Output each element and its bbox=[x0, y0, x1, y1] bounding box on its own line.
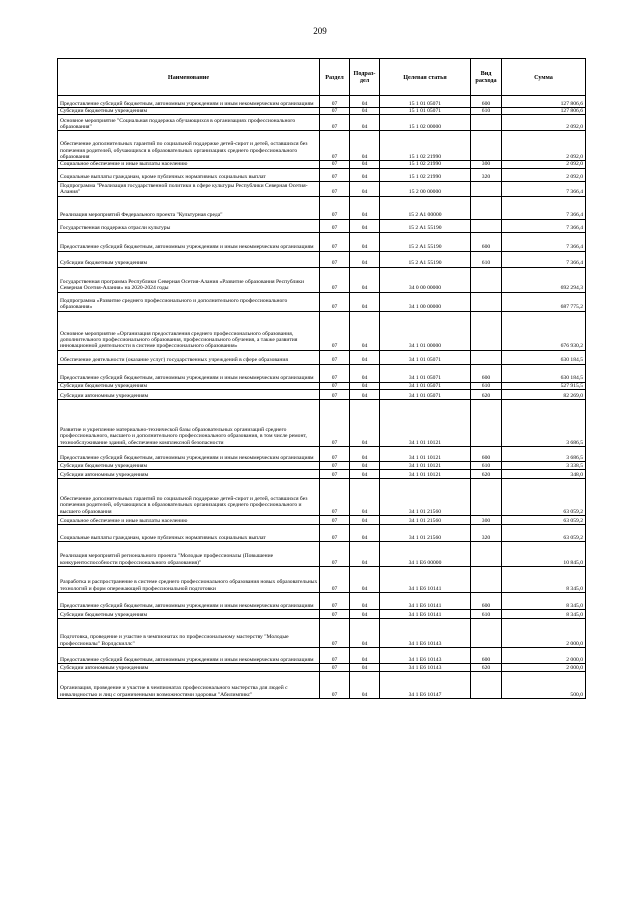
cell-amount: 2 092,0 bbox=[502, 168, 586, 181]
table-row bbox=[58, 390, 586, 400]
header-amount: Сумма bbox=[502, 59, 586, 96]
cell-expense-type: 300 bbox=[471, 516, 502, 525]
cell-target: 34 1 01 21560 bbox=[380, 525, 471, 542]
table-row bbox=[58, 447, 586, 462]
cell-amount: 348,0 bbox=[502, 470, 586, 479]
cell-section: 07 bbox=[320, 400, 350, 447]
cell-section: 07 bbox=[320, 672, 350, 699]
cell-section: 07 bbox=[320, 251, 350, 267]
cell-amount: 8 345,0 bbox=[502, 567, 586, 593]
cell-subsection: 04 bbox=[350, 181, 380, 196]
table-row bbox=[58, 181, 586, 196]
cell-subsection: 04 bbox=[350, 525, 380, 542]
table-row bbox=[58, 542, 586, 567]
cell-expense-type: 600 bbox=[471, 232, 502, 251]
cell-amount: 687 775,2 bbox=[502, 292, 586, 311]
cell-section: 07 bbox=[320, 664, 350, 672]
cell-section: 07 bbox=[320, 619, 350, 648]
table-row bbox=[58, 131, 586, 161]
cell-subsection: 04 bbox=[350, 672, 380, 699]
cell-target: 34 1 01 21560 bbox=[380, 516, 471, 525]
cell-amount: 630 184,5 bbox=[502, 364, 586, 382]
cell-target: 15 2 A1 55190 bbox=[380, 251, 471, 267]
cell-target: 15 1 02 21990 bbox=[380, 161, 471, 168]
cell-expense-type bbox=[471, 672, 502, 699]
cell-subsection: 04 bbox=[350, 311, 380, 350]
cell-name: Основное мероприятие "Социальная поддержка обучающихся в организациях профессионального образования" bbox=[58, 115, 320, 131]
cell-expense-type: 600 bbox=[471, 96, 502, 108]
cell-amount: 2 092,0 bbox=[502, 131, 586, 161]
cell-name: Предоставление субсидий бюджетным, автономным учреждениям и иным некоммерческим организациям bbox=[58, 447, 320, 462]
cell-amount: 63 059,2 bbox=[502, 525, 586, 542]
cell-expense-type bbox=[471, 619, 502, 648]
cell-name: Государственная программа Республики Северная Осетия-Алания «Развитие образования Республики Северная Осетия-Алания» на 2020-2024 годы bbox=[58, 267, 320, 292]
cell-name: Субсидии автономным учреждениям bbox=[58, 664, 320, 672]
cell-name: Субсидии бюджетным учреждениям bbox=[58, 462, 320, 470]
cell-section: 07 bbox=[320, 292, 350, 311]
cell-expense-type bbox=[471, 567, 502, 593]
cell-section: 07 bbox=[320, 516, 350, 525]
cell-target: 34 1 E6 10141 bbox=[380, 567, 471, 593]
cell-subsection: 04 bbox=[350, 382, 380, 389]
cell-section: 07 bbox=[320, 232, 350, 251]
cell-subsection: 04 bbox=[350, 350, 380, 364]
cell-section: 07 bbox=[320, 161, 350, 168]
cell-target: 34 1 E6 00000 bbox=[380, 542, 471, 567]
cell-amount: 630 184,5 bbox=[502, 350, 586, 364]
cell-expense-type bbox=[471, 400, 502, 447]
cell-section: 07 bbox=[320, 390, 350, 400]
cell-subsection: 04 bbox=[350, 648, 380, 664]
cell-subsection: 04 bbox=[350, 131, 380, 161]
cell-target: 34 1 01 10121 bbox=[380, 470, 471, 479]
cell-section: 07 bbox=[320, 311, 350, 350]
page-number: 209 bbox=[313, 26, 327, 36]
cell-section: 07 bbox=[320, 131, 350, 161]
cell-name: Подготовка, проведение и участие в чемпионатах по профессиональному мастерству "Молодые профессионалы" Ворлдскиллс" bbox=[58, 619, 320, 648]
cell-amount: 2 000,0 bbox=[502, 648, 586, 664]
cell-name: Реализация мероприятий регионального проекта "Молодые профессионалы (Повышение конкурентоспособности профессионального образования)" bbox=[58, 542, 320, 567]
cell-expense-type: 320 bbox=[471, 525, 502, 542]
cell-subsection: 04 bbox=[350, 516, 380, 525]
table-row bbox=[58, 462, 586, 470]
cell-subsection: 04 bbox=[350, 364, 380, 382]
cell-amount: 8 345,0 bbox=[502, 610, 586, 619]
cell-section: 07 bbox=[320, 567, 350, 593]
cell-expense-type: 620 bbox=[471, 664, 502, 672]
cell-name: Субсидии автономным учреждениям bbox=[58, 390, 320, 400]
cell-subsection: 04 bbox=[350, 619, 380, 648]
cell-name: Организация, проведение и участие в чемпионатах профессионального мастерства для людей с инвалидностью и лиц с ограниченными возможностями здоровья "Абилимпикс" bbox=[58, 672, 320, 699]
cell-section: 07 bbox=[320, 115, 350, 131]
table-row bbox=[58, 364, 586, 382]
table-row bbox=[58, 292, 586, 311]
cell-amount: 10 845,0 bbox=[502, 542, 586, 567]
table-row bbox=[58, 196, 586, 219]
cell-amount: 7 366,4 bbox=[502, 232, 586, 251]
cell-expense-type bbox=[471, 292, 502, 311]
cell-target: 34 0 00 00000 bbox=[380, 267, 471, 292]
cell-name: Разработка и распространение в системе среднего профессионального образования новых образовательных технологий и форм опережающей профессиональной подготовки bbox=[58, 567, 320, 593]
cell-subsection: 04 bbox=[350, 168, 380, 181]
cell-name: Предоставление субсидий бюджетным, автономным учреждениям и иным некоммерческим организациям bbox=[58, 364, 320, 382]
cell-section: 07 bbox=[320, 593, 350, 610]
cell-subsection: 04 bbox=[350, 400, 380, 447]
cell-subsection: 04 bbox=[350, 470, 380, 479]
cell-amount: 63 059,2 bbox=[502, 479, 586, 516]
cell-subsection: 04 bbox=[350, 390, 380, 400]
cell-target: 34 1 E6 10143 bbox=[380, 619, 471, 648]
cell-subsection: 04 bbox=[350, 593, 380, 610]
cell-subsection: 04 bbox=[350, 567, 380, 593]
cell-name: Субсидии бюджетным учреждениям bbox=[58, 108, 320, 115]
cell-amount: 127 806,6 bbox=[502, 96, 586, 108]
cell-name: Социальные выплаты гражданам, кроме публичных нормативных социальных выплат bbox=[58, 168, 320, 181]
cell-name: Основное мероприятие «Организация предоставления среднего профессионального образования, дополнительного профессионального образования, профессионального обучения, а также развития инновационной деятельности в системе профессионального образования» bbox=[58, 311, 320, 350]
cell-subsection: 04 bbox=[350, 664, 380, 672]
cell-expense-type bbox=[471, 115, 502, 131]
table-row bbox=[58, 96, 586, 108]
table-row bbox=[58, 115, 586, 131]
cell-name: Субсидии бюджетным учреждениям bbox=[58, 382, 320, 389]
cell-name: Обеспечение деятельности (оказание услуг) государственных учреждений в сфере образования bbox=[58, 350, 320, 364]
cell-expense-type: 600 bbox=[471, 593, 502, 610]
cell-section: 07 bbox=[320, 648, 350, 664]
cell-target: 34 1 01 10121 bbox=[380, 462, 471, 470]
table-row bbox=[58, 219, 586, 232]
cell-target: 34 1 01 05071 bbox=[380, 390, 471, 400]
cell-target: 34 1 01 10121 bbox=[380, 400, 471, 447]
cell-name: Социальное обеспечение и иные выплаты населению bbox=[58, 516, 320, 525]
table-row bbox=[58, 479, 586, 516]
cell-target: 34 1 E6 10143 bbox=[380, 664, 471, 672]
header-name: Наименование bbox=[58, 59, 320, 96]
cell-name: Социальное обеспечение и иные выплаты населению bbox=[58, 161, 320, 168]
cell-target: 15 2 A1 55190 bbox=[380, 232, 471, 251]
cell-expense-type: 610 bbox=[471, 610, 502, 619]
cell-target: 15 2 A1 00000 bbox=[380, 196, 471, 219]
header-subsection: Подраз-дел bbox=[350, 59, 380, 96]
cell-section: 07 bbox=[320, 382, 350, 389]
cell-section: 07 bbox=[320, 479, 350, 516]
cell-expense-type: 300 bbox=[471, 161, 502, 168]
cell-expense-type: 610 bbox=[471, 251, 502, 267]
cell-target: 15 2 A1 55190 bbox=[380, 219, 471, 232]
cell-name: Обеспечение дополнительных гарантий по социальной поддержке детей-сирот и детей, оставшихся без попечения родителей, обучающихся в образовательных организациях среднего профессионального образования bbox=[58, 131, 320, 161]
cell-amount: 3 686,5 bbox=[502, 447, 586, 462]
cell-section: 07 bbox=[320, 267, 350, 292]
cell-amount: 3 686,5 bbox=[502, 400, 586, 447]
cell-subsection: 04 bbox=[350, 196, 380, 219]
cell-expense-type: 620 bbox=[471, 470, 502, 479]
cell-amount: 63 059,2 bbox=[502, 516, 586, 525]
table-row bbox=[58, 567, 586, 593]
cell-amount: 2 000,0 bbox=[502, 619, 586, 648]
table-row bbox=[58, 108, 586, 115]
cell-expense-type: 320 bbox=[471, 168, 502, 181]
cell-target: 34 1 01 05071 bbox=[380, 350, 471, 364]
table-row bbox=[58, 610, 586, 619]
cell-amount: 7 366,4 bbox=[502, 219, 586, 232]
cell-section: 07 bbox=[320, 168, 350, 181]
cell-name: Предоставление субсидий бюджетным, автономным учреждениям и иным некоммерческим организациям bbox=[58, 96, 320, 108]
cell-name: Субсидии бюджетным учреждениям bbox=[58, 251, 320, 267]
cell-section: 07 bbox=[320, 181, 350, 196]
cell-section: 07 bbox=[320, 196, 350, 219]
cell-section: 07 bbox=[320, 525, 350, 542]
cell-section: 07 bbox=[320, 470, 350, 479]
cell-name: Субсидии бюджетным учреждениям bbox=[58, 610, 320, 619]
cell-amount: 2 000,0 bbox=[502, 664, 586, 672]
cell-amount: 3 338,5 bbox=[502, 462, 586, 470]
table-row bbox=[58, 251, 586, 267]
table-row bbox=[58, 516, 586, 525]
cell-subsection: 04 bbox=[350, 462, 380, 470]
cell-amount: 7 366,4 bbox=[502, 181, 586, 196]
cell-expense-type: 600 bbox=[471, 364, 502, 382]
budget-table bbox=[57, 58, 586, 699]
cell-amount: 7 366,4 bbox=[502, 251, 586, 267]
cell-subsection: 04 bbox=[350, 161, 380, 168]
cell-expense-type bbox=[471, 267, 502, 292]
cell-name: Развитие и укрепление материально-технической базы образовательных организаций среднего профессионального, высшего и дополнительного профессионального образования, в том числе ремонт, технообслуживание зданий, обеспечение комплексной безопасности bbox=[58, 400, 320, 447]
cell-amount: 2 092,0 bbox=[502, 115, 586, 131]
cell-subsection: 04 bbox=[350, 610, 380, 619]
cell-target: 15 1 02 21990 bbox=[380, 168, 471, 181]
cell-section: 07 bbox=[320, 610, 350, 619]
cell-expense-type bbox=[471, 311, 502, 350]
cell-amount: 2 092,0 bbox=[502, 161, 586, 168]
cell-subsection: 04 bbox=[350, 447, 380, 462]
cell-amount: 527 915,5 bbox=[502, 382, 586, 389]
cell-target: 15 1 01 05071 bbox=[380, 108, 471, 115]
header-target: Целевая статья bbox=[380, 59, 471, 96]
cell-section: 07 bbox=[320, 447, 350, 462]
cell-subsection: 04 bbox=[350, 292, 380, 311]
cell-amount: 127 806,6 bbox=[502, 108, 586, 115]
cell-section: 07 bbox=[320, 350, 350, 364]
table-row bbox=[58, 648, 586, 664]
cell-name: Социальные выплаты гражданам, кроме публичных нормативных социальных выплат bbox=[58, 525, 320, 542]
cell-target: 15 1 01 05071 bbox=[380, 96, 471, 108]
cell-target: 15 1 02 00000 bbox=[380, 115, 471, 131]
table-row bbox=[58, 593, 586, 610]
table-header-row bbox=[58, 59, 586, 96]
cell-subsection: 04 bbox=[350, 219, 380, 232]
cell-expense-type: 600 bbox=[471, 447, 502, 462]
table-row bbox=[58, 161, 586, 168]
table-body bbox=[58, 96, 586, 699]
cell-expense-type bbox=[471, 196, 502, 219]
cell-subsection: 04 bbox=[350, 108, 380, 115]
table-row bbox=[58, 664, 586, 672]
cell-subsection: 04 bbox=[350, 542, 380, 567]
cell-subsection: 04 bbox=[350, 267, 380, 292]
table-row bbox=[58, 232, 586, 251]
cell-subsection: 04 bbox=[350, 96, 380, 108]
cell-amount: 692 294,3 bbox=[502, 267, 586, 292]
table-row bbox=[58, 525, 586, 542]
cell-expense-type bbox=[471, 131, 502, 161]
cell-target: 34 1 01 05071 bbox=[380, 364, 471, 382]
cell-target: 34 1 E6 10147 bbox=[380, 672, 471, 699]
table-row bbox=[58, 382, 586, 389]
cell-amount: 7 366,4 bbox=[502, 196, 586, 219]
cell-amount: 676 930,2 bbox=[502, 311, 586, 350]
cell-name: Подпрограмма "Реализация государственной политики в сфере культуры Республики Северная Осетия-Алания" bbox=[58, 181, 320, 196]
cell-name: Государственная поддержка отрасли культуры bbox=[58, 219, 320, 232]
cell-name: Предоставление субсидий бюджетным, автономным учреждениям и иным некоммерческим организациям bbox=[58, 593, 320, 610]
cell-target: 34 1 01 10121 bbox=[380, 447, 471, 462]
cell-name: Субсидии автономным учреждениям bbox=[58, 470, 320, 479]
cell-expense-type bbox=[471, 219, 502, 232]
table-row bbox=[58, 267, 586, 292]
cell-section: 07 bbox=[320, 364, 350, 382]
table-row bbox=[58, 470, 586, 479]
cell-target: 34 1 E6 10141 bbox=[380, 610, 471, 619]
header-section: Раздел bbox=[320, 59, 350, 96]
header-expense-type: Вид расхода bbox=[471, 59, 502, 96]
cell-subsection: 04 bbox=[350, 251, 380, 267]
cell-expense-type: 600 bbox=[471, 648, 502, 664]
table-row bbox=[58, 350, 586, 364]
cell-name: Подпрограмма «Развитие среднего профессионального и дополнительного профессионального образования» bbox=[58, 292, 320, 311]
cell-expense-type: 620 bbox=[471, 390, 502, 400]
table-row bbox=[58, 168, 586, 181]
table-row bbox=[58, 400, 586, 447]
cell-subsection: 04 bbox=[350, 115, 380, 131]
cell-target: 15 2 00 00000 bbox=[380, 181, 471, 196]
cell-expense-type bbox=[471, 542, 502, 567]
cell-expense-type: 610 bbox=[471, 108, 502, 115]
cell-expense-type: 610 bbox=[471, 382, 502, 389]
cell-target: 34 1 01 21560 bbox=[380, 479, 471, 516]
cell-section: 07 bbox=[320, 462, 350, 470]
cell-expense-type: 610 bbox=[471, 462, 502, 470]
cell-target: 34 1 01 05071 bbox=[380, 382, 471, 389]
cell-section: 07 bbox=[320, 108, 350, 115]
cell-name: Обеспечение дополнительных гарантий по социальной поддержке детей-сирот и детей, оставшихся без попечения родителей, обучающихся в образовательных организациях среднего профессионального и высшего образования bbox=[58, 479, 320, 516]
cell-name: Реализация мероприятий Федерального проекта "Культурная среда" bbox=[58, 196, 320, 219]
cell-target: 34 1 E6 10141 bbox=[380, 593, 471, 610]
table-row bbox=[58, 672, 586, 699]
cell-subsection: 04 bbox=[350, 479, 380, 516]
cell-name: Предоставление субсидий бюджетным, автономным учреждениям и иным некоммерческим организациям bbox=[58, 232, 320, 251]
cell-target: 34 1 01 00000 bbox=[380, 311, 471, 350]
cell-target: 34 1 00 00000 bbox=[380, 292, 471, 311]
table-row bbox=[58, 311, 586, 350]
cell-expense-type bbox=[471, 350, 502, 364]
cell-expense-type bbox=[471, 479, 502, 516]
table-row bbox=[58, 619, 586, 648]
cell-amount: 82 269,0 bbox=[502, 390, 586, 400]
cell-section: 07 bbox=[320, 96, 350, 108]
cell-amount: 8 345,0 bbox=[502, 593, 586, 610]
cell-name: Предоставление субсидий бюджетным, автономным учреждениям и иным некоммерческим организациям bbox=[58, 648, 320, 664]
cell-amount: 500,0 bbox=[502, 672, 586, 699]
cell-subsection: 04 bbox=[350, 232, 380, 251]
cell-section: 07 bbox=[320, 219, 350, 232]
cell-expense-type bbox=[471, 181, 502, 196]
cell-target: 34 1 E6 10143 bbox=[380, 648, 471, 664]
cell-target: 15 1 02 21990 bbox=[380, 131, 471, 161]
cell-section: 07 bbox=[320, 542, 350, 567]
